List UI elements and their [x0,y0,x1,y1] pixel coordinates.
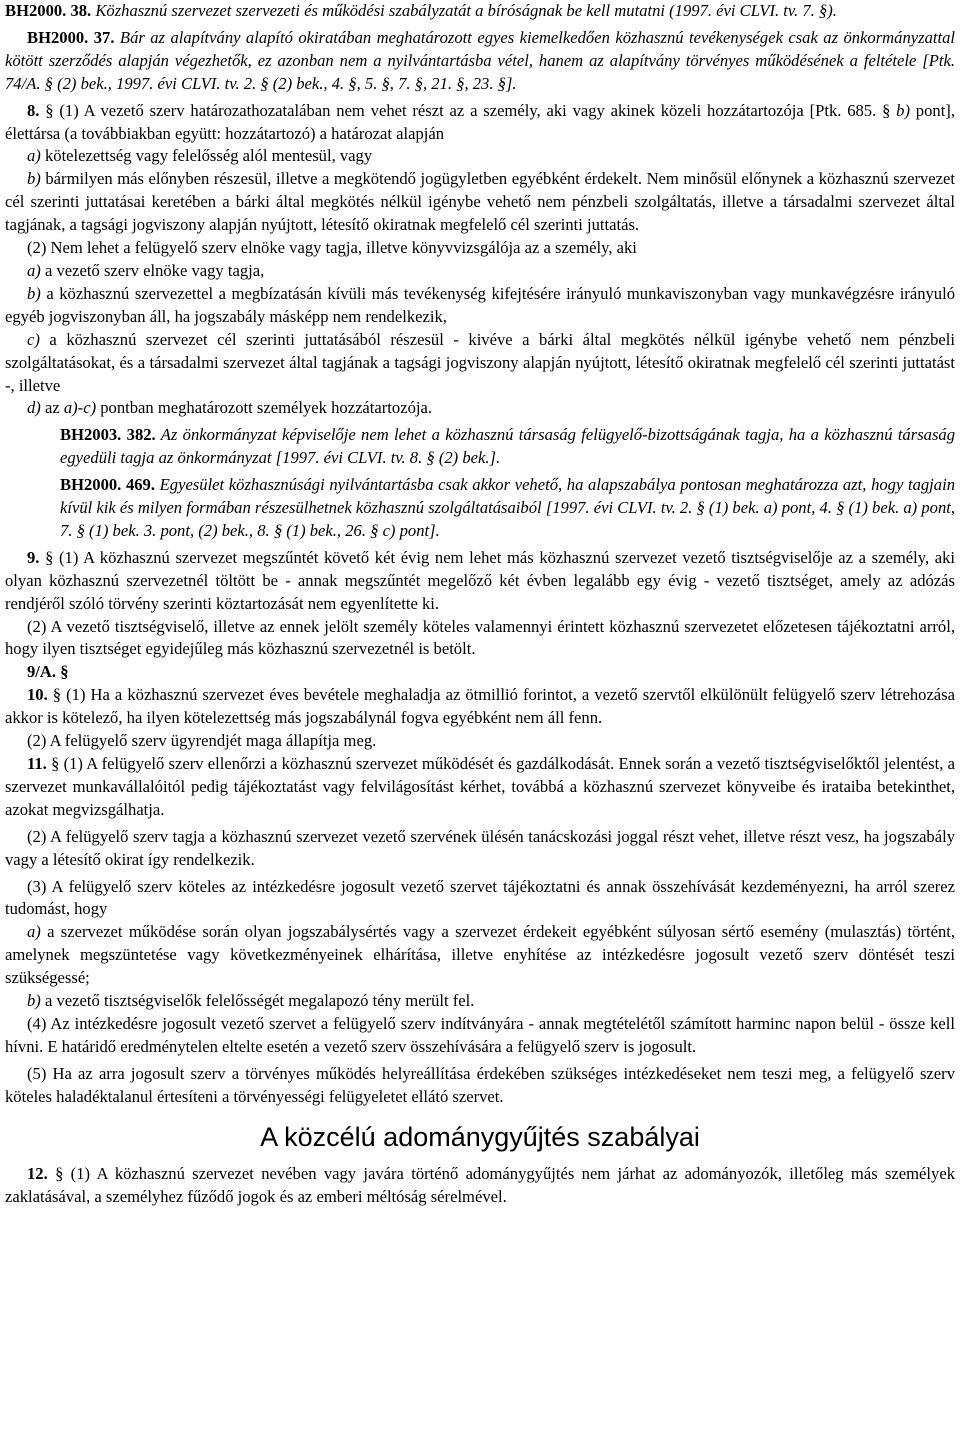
case-reference: BH2000. 38. [5,1,92,20]
paragraph-bh2000-38 [5,0,955,23]
paragraph-text: (2) Nem lehet a felügyelő szerv elnöke vagy tagja, illetve könyvvizsgálója az a személy, aki [27,238,637,258]
point-text: pontban meghatározott személyek hozzátartozója. [96,398,432,418]
point-letter: a) [27,922,41,942]
section-number: 9. [27,547,40,567]
section-8-point-a [5,145,955,168]
case-reference: BH2003. 382. [60,425,156,445]
section-9-paragraph-2 [5,616,955,662]
section-9a [5,661,955,684]
section-11-paragraph-5 [5,1063,955,1109]
case-summary: Bár az alapítvány alapító okiratában meghatározott egyes kiemelkedően közhasznú tevékenységek csak az önkormányzattal kötött szerződés alapján végezhetők, ez azonban nem a nyilvántartásba vétel, hanem az alapítvány törvényes működésének a feltétele [Ptk. 74/A. § (2) bek., 1997. évi CLVI. tv. 2. § (2) bek., 4. §, 5. §, 7. §, 21. §, 23. §]. [5,27,956,93]
paragraph-bh2000-469 [5,474,955,543]
section-11-paragraph-2 [5,826,955,872]
section-text: pont], élettársa (a továbbiakban együtt: hozzátartozó) a határozat alapján [5,100,955,143]
section-number: 12. [27,1163,48,1183]
point-letter: d) [27,398,41,418]
point-text: kötelezettség vagy felelősség alól mentesül, vagy [40,146,373,166]
section-text: § (1) Ha a közhasznú szervezet éves bevétele meghaladja az ötmillió forintot, a vezető szervtől elkülönült felügyelő szerv létrehozása akkor is kötelező, ha ilyen kötelezettség más jogszabálynál fogva egyébként nem áll fenn. [5,685,955,728]
section-10-paragraph-2 [5,730,955,753]
section-text: § (1) A felügyelő szerv ellenőrzi a közhasznú szervezet működését és gazdálkodását. Ennek során a vezető tisztségviselőktől jelentést, a szervezet munkavállalóitól pedig tájékoztatást vagy felvilágosítást kérhet, továbbá a közhasznú szervezet könyveibe és irataiba betekinthet, azokat megvizsgálhatja. [5,754,955,819]
section-11-3-point-b [5,990,955,1013]
case-reference: BH2000. 37. [27,27,115,47]
section-8-2-point-d [5,397,955,420]
section-8-point-b [5,168,955,237]
section-text: § (1) A közhasznú szervezet nevében vagy javára történő adománygyűjtés nem járhat az adományozók, illetőleg más személyek zaklatásával, a személyhez fűződő jogok és az emberi méltóság sérelmével. [5,1163,955,1206]
section-number: 10. [27,685,48,705]
section-text: § (1) A közhasznú szervezet megszűntét követő két évig nem lehet más közhasznú szervezet vezető tisztségviselője az a személy, aki olyan közhasznú szervezetnél töltött be - annak megszűntét megelőző két évben legalább egy évig - vezető tisztséget, amely az adózás rendjéről szóló törvény szerinti köztartozását nem egyenlítette ki. [5,547,955,613]
paragraph-bh2000-37 [5,27,955,96]
point-text: a közhasznú szervezet cél szerinti juttatásából részesül - kivéve a bárki által megkötés nélkül igénybe vehető nem pénzbeli szolgáltatásokat, és a társadalmi szervezet által tagjának a tagsági jogviszony alapján nyújtott, létesítő okiratnak megfelelő cél szerinti juttatást -, illetve [5,329,955,395]
section-11-paragraph-3 [5,876,955,922]
section-8-2-point-b [5,283,955,329]
section-number: 9/A. § [27,662,69,682]
point-text: a vezető tisztségviselők felelősségét megalapozó tény merült fel. [40,991,475,1011]
section-11-3-point-a [5,921,955,990]
point-text: bármilyen más előnyben részesül, illetve a megkötendő jogügyletben egyébként érdekelt. Nem minősül előnynek a közhasznú szervezet cél szerinti juttatásai keretében a bárki által megkötés nélkül igénybe vehető nem pénzbeli szolgáltatás, illetve a társadalmi szervezet által tagjának, a tagsági jogviszony alapján nyújtott, létesítő okiratnak megfelelő cél szerinti juttatás. [5,169,955,235]
paragraph-text: (2) A felügyelő szerv ügyrendjét maga állapítja meg. [27,731,377,751]
point-text: az [40,398,64,418]
section-12-paragraph-1 [5,1163,955,1209]
point-text: a szervezet működése során olyan jogszabálysértés vagy a szervezet érdekeit egyébként súlyosan sértő esemény (mulasztás) történt, amelynek megszüntetése vagy következményeinek elhárítása, illetve enyhítése az intézkedésre jogosult vezető szerv döntését teszi szükségessé; [5,922,955,988]
point-letter: b) [27,283,41,303]
paragraph-text: (2) A vezető tisztségviselő, illetve az ennek jelölt személy köteles valamennyi érintett közhasznú szervezetet előzetesen tájékoztatni arról, hogy ilyen tisztséget egyidejűleg más közhasznú szervezetnél is betölt. [5,616,955,659]
section-11-paragraph-1 [5,753,955,822]
document-page [5,0,955,1208]
case-summary: Közhasznú szervezet szervezeti és működési szabályzatát a bíróságnak be kell mutatni (1997. évi CLVI. tv. 7. §). [91,1,837,20]
point-letter: a) [27,146,41,166]
point-letter: b) [27,169,41,189]
point-letter: b) [27,991,41,1011]
section-heading: A közcélú adománygyűjtés szabályai [260,1121,700,1152]
paragraph-text: (4) Az intézkedésre jogosult vezető szervet a felügyelő szerv indítványára - annak megtételétől számított harminc napon belül - össze kell hívni. E határidő eredménytelen eltelte esetén a vezető szerv összehívására a felügyelő szerv is jogosult. [5,1013,955,1056]
section-8-paragraph-2 [5,237,955,260]
section-8-paragraph-1 [5,100,955,146]
paragraph-text: (3) A felügyelő szerv köteles az intézkedésre jogosult vezető szervet tájékoztatni és annak összehívását kezdeményezni, ha arról szerez tudomást, hogy [5,876,955,919]
paragraph-text: (2) A felügyelő szerv tagja a közhasznú szervezet vezető szervének ülésén tanácskozási joggal részt vehet, illetve részt vesz, ha jogszabály vagy a létesítő okirat így rendelkezik. [5,826,955,869]
section-text: § (1) A vezető szerv határozathozatalában nem vehet részt az a személy, aki vagy akinek közeli hozzátartozója [Ptk. 685. § [39,100,897,120]
point-text: a vezető szerv elnöke vagy tagja, [40,260,265,280]
section-number: 11. [27,754,47,773]
case-reference: BH2000. 469. [60,475,155,495]
case-summary: Az önkormányzat képviselője nem lehet a közhasznú társaság felügyelő-bizottságának tagja, ha a közhasznú társaság egyedüli tagja az önkormányzat [1997. évi CLVI. tv. 8. § (2) bek.]. [60,425,955,468]
point-letter: b) [896,100,910,120]
section-9-paragraph-1 [5,547,955,616]
paragraph-text: (5) Ha az arra jogosult szerv a törvényes működés helyreállítása érdekében szükséges intézkedéseket nem teszi meg, a felügyelő szerv köteles haladéktalanul értesíteni a törvényességi felügyeletet ellátó szervet. [5,1063,955,1106]
section-8-2-point-c [5,329,955,398]
point-letter: c) [27,329,40,349]
section-11-paragraph-4 [5,1013,955,1059]
paragraph-bh2003-382 [5,424,955,470]
section-number: 8. [27,100,40,120]
section-8-2-point-a [5,260,955,283]
point-text: a közhasznú szervezettel a megbízatásán kívüli más tevékenység kifejtésére irányuló munkaviszonyban vagy munkavégzésre irányuló egyéb jogviszonyban áll, ha jogszabály másképp nem rendelkezik, [5,283,955,326]
point-letter: a) [27,260,41,280]
point-letter: a)-c) [63,398,97,418]
section-10-paragraph-1 [5,684,955,730]
case-summary: Egyesület közhasznúsági nyilvántartásba csak akkor vehető, ha alapszabálya pontosan meghatározza azt, hogy tagjain kívül kik és milyen formában részesülhetnek közhasznú szolgáltatásaiból [1997. évi CLVI. tv. 2. § (1) bek. a) pont, 4. § (1) bek. a) pont, 7. § (1) bek. 3. pont, (2) bek., 8. § (1) bek., 26. § c) pont]. [60,475,955,540]
